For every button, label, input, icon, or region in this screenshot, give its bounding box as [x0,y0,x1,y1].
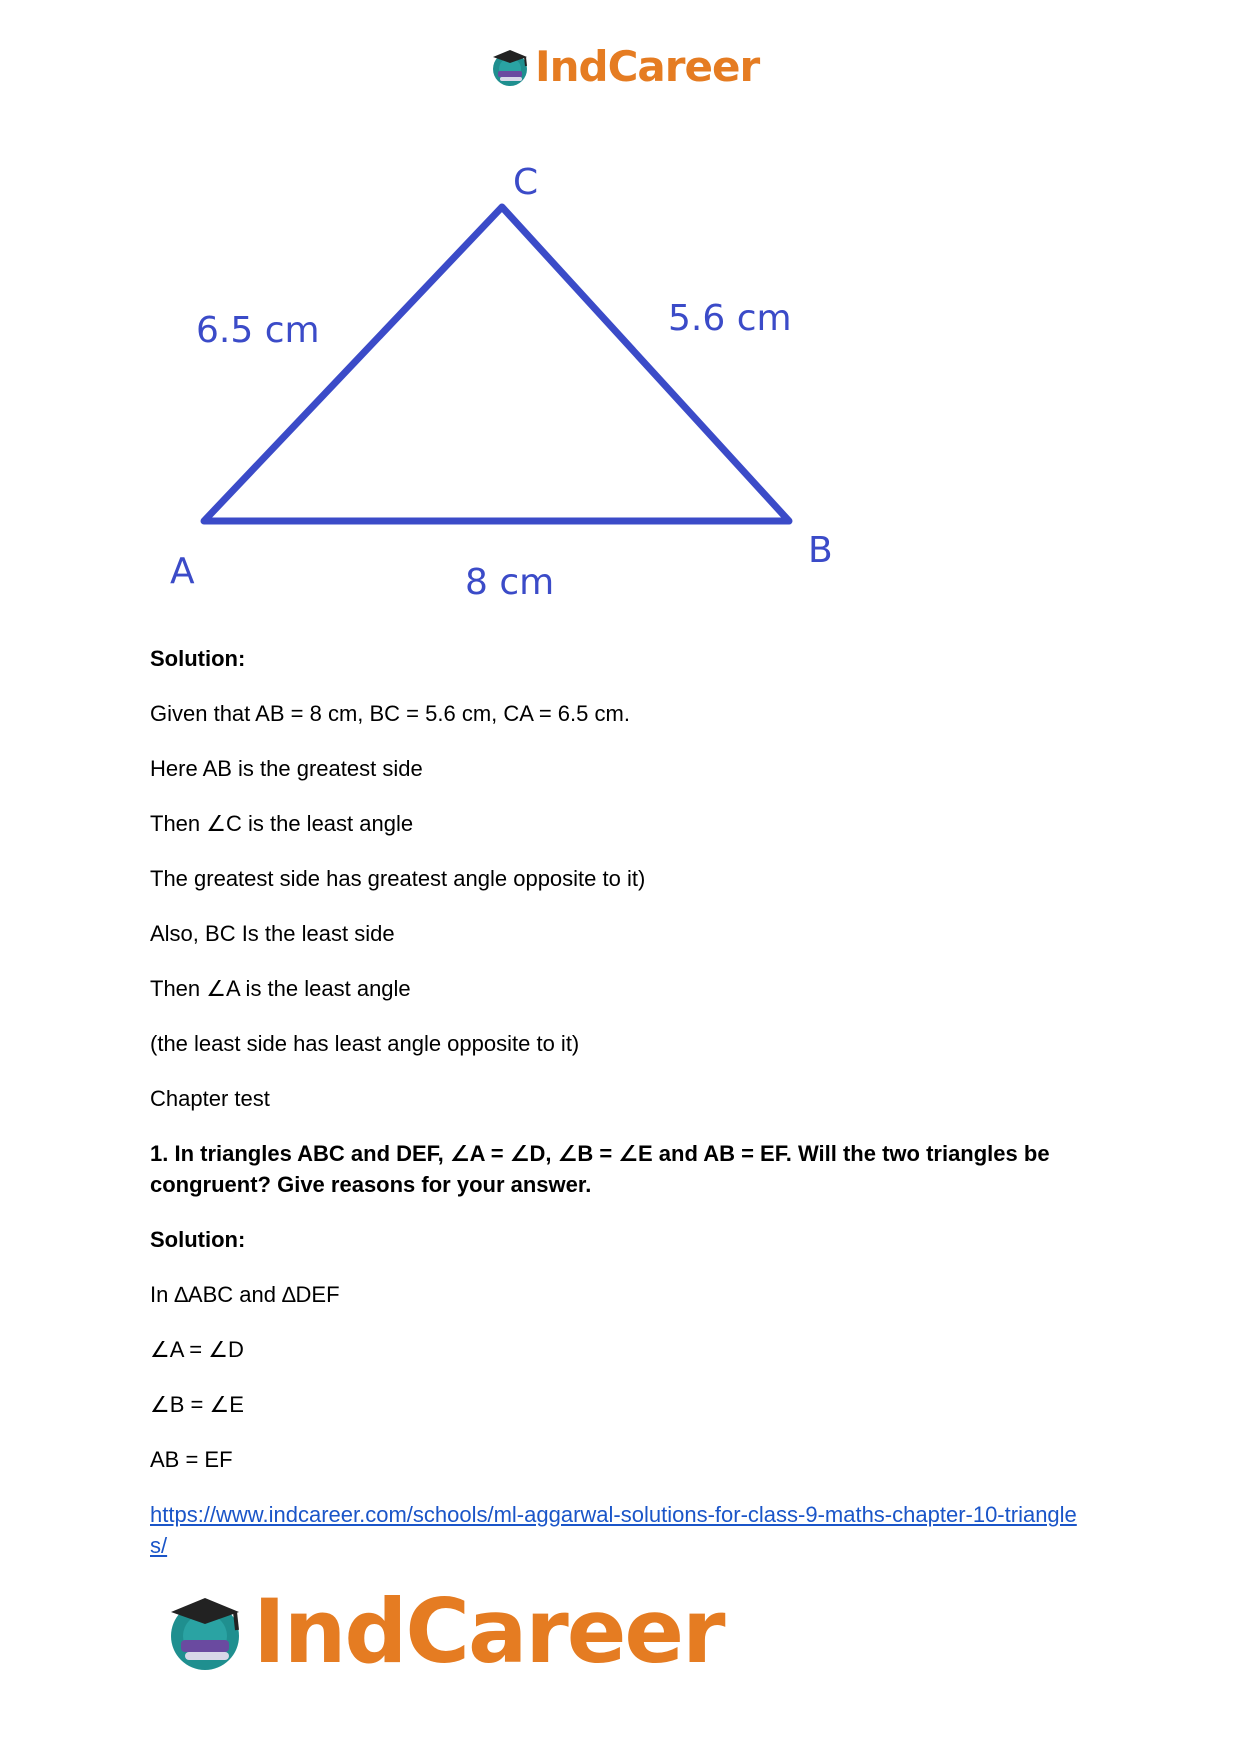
brand-name: IndCareer [253,1580,724,1683]
solution-line: Then ∠A is the least angle [150,976,411,1001]
vertex-label-c: C [513,162,539,203]
footer-logo [163,1580,724,1683]
solution-heading: Solution: [150,646,246,671]
solution-heading: Solution: [150,1227,246,1252]
solution-line: ∠A = ∠D [150,1337,244,1362]
graduation-globe-icon [163,1590,247,1674]
solution-line: AB = EF [150,1447,233,1472]
solution-line: In ∆ABC and ∆DEF [150,1282,340,1307]
vertex-label-a: A [170,551,195,592]
solution-line: (the least side has least angle opposite to it) [150,1031,580,1056]
graduation-globe-icon [489,46,531,88]
brand-name: IndCareer [535,42,760,91]
side-label-bc: 5.6 cm [668,298,792,339]
header-logo [489,42,759,91]
vertex-label-b: B [808,530,833,571]
solution-line: Given that AB = 8 cm, BC = 5.6 cm, CA = 6.5 cm. [150,701,630,726]
triangle-figure [150,150,850,620]
solution-line: Here AB is the greatest side [150,756,423,781]
source-link[interactable]: https://www.indcareer.com/schools/ml-aggarwal-solutions-for-class-9-maths-chapter-10-triangles/ [150,1502,1077,1558]
solution-line: ∠B = ∠E [150,1392,244,1417]
question-text: 1. In triangles ABC and DEF, ∠A = ∠D, ∠B = ∠E and AB = EF. Will the two triangles be congruent? Give reasons for your answer. [150,1141,1050,1197]
document-body [150,643,1090,1585]
solution-line: The greatest side has greatest angle opposite to it) [150,866,646,891]
section-title: Chapter test [150,1086,270,1111]
side-label-ca: 6.5 cm [196,310,320,351]
solution-line: Then ∠C is the least angle [150,811,414,836]
solution-line: Also, BC Is the least side [150,921,395,946]
triangle-abc [204,207,789,521]
side-label-ab: 8 cm [465,562,555,603]
